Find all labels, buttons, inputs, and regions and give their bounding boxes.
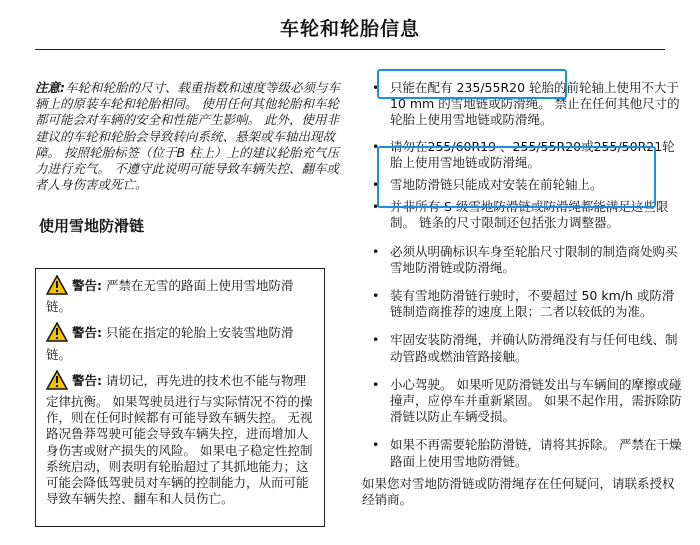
warning-box bbox=[35, 268, 325, 527]
list-item: • 请勿在255/60R19 、255/55R20或255/50R21轮胎上使用雪地链或防滑绳。 bbox=[362, 139, 682, 171]
warning-item bbox=[46, 322, 318, 362]
section-heading: 使用雪地防滑链 bbox=[39, 217, 145, 236]
warning-text: 只能在指定的轮胎上安装雪地防滑链。 bbox=[46, 325, 294, 362]
closing-paragraph: 如果您对雪地防滑链或防滑绳存在任何疑问，请联系授权经销商。 bbox=[362, 475, 675, 508]
list-item: • 小心驾驶。 如果听见防滑链发出与车辆间的摩擦或碰撞声，应停车并重新紧固。 如果不起作用，需拆除防滑链以防止车辆受损。 bbox=[362, 377, 682, 426]
warning-label: 警告: bbox=[72, 372, 102, 388]
warning-triangle-icon bbox=[46, 322, 68, 346]
highlight-box bbox=[377, 69, 567, 99]
caution-note-label: 注意: bbox=[35, 80, 65, 95]
warning-triangle-icon bbox=[46, 370, 68, 394]
warning-text: 严禁在无雪的路面上使用雪地防滑链。 bbox=[46, 278, 294, 315]
warning-triangle-icon bbox=[46, 275, 68, 299]
warning-label: 警告: bbox=[72, 278, 102, 293]
list-item: • 牢固安装防滑绳，并确认防滑绳没有与任何电线、制动管路或燃油管路接触。 bbox=[362, 332, 682, 364]
title-divider bbox=[35, 49, 665, 50]
list-item: • 装有雪地防滑链行驶时，不要超过 50 km/h 或防滑链制造商推荐的速度上限；二者以较低的为准。 bbox=[362, 288, 682, 320]
list-item: • 如果不再需要轮胎防滑链，请将其拆除。 严禁在干燥路面上使用雪地防滑链。 bbox=[362, 437, 682, 469]
warning-item bbox=[46, 370, 318, 508]
list-item: • 并非所有 S 级雪地防滑链或防滑绳都能满足这些限制。 链条的尺寸限制还包括张力调整器。 bbox=[362, 199, 682, 231]
list-item: • 必须从明确标识车身至轮胎尺寸限制的制造商处购买雪地防滑链或防滑绳。 bbox=[362, 244, 682, 276]
warning-text: 请切记，再先进的技术也不能与物理定律抗衡。 如果驾驶员进行与实际情况不符的操作，则在任何时候都有可能导致车辆失控。 无视路况鲁莽驾驶可能会导致车辆失控，进而增加人身伤害或财产损失的风险。 如果电子稳定性控制系统启动，则表明有轮胎超过了其抓地能力；这可能会降低驾驶员对车辆的控制能力，从而可能导致车辆失控、翻车和人员伤亡。 bbox=[46, 372, 313, 507]
warning-label: 警告: bbox=[72, 325, 102, 341]
list-item: • 雪地防滑链只能成对安装在前轮轴上。 bbox=[362, 177, 682, 193]
left-column bbox=[35, 80, 340, 236]
warning-item bbox=[46, 275, 318, 315]
page-title: 车轮和轮胎信息 bbox=[279, 18, 420, 40]
highlight-box bbox=[377, 146, 656, 208]
caution-note bbox=[35, 80, 340, 193]
list-item: • 只能在配有 235/55R20 轮胎的前轮轴上使用不大于 10 mm 的雪地链或防滑绳。 禁止在任何其他尺寸的轮胎上使用雪地链或防滑绳。 bbox=[362, 80, 682, 129]
caution-note-text: 车轮和轮胎的尺寸、载重指数和速度等级必须与车辆上的原装车轮和轮胎相同。 使用任何其他轮胎和车轮都可能会对车辆的安全和性能产生影响。 此外，使用非建议的车轮和轮胎会导致转向系统、悬架或车轴出现故障。 按照轮胎标签（位于B 柱上）上的建议轮胎充气压力进行充气。 不遵守此说明可能导致车辆失控、翻车或者人身伤害或死亡。 bbox=[35, 80, 341, 193]
